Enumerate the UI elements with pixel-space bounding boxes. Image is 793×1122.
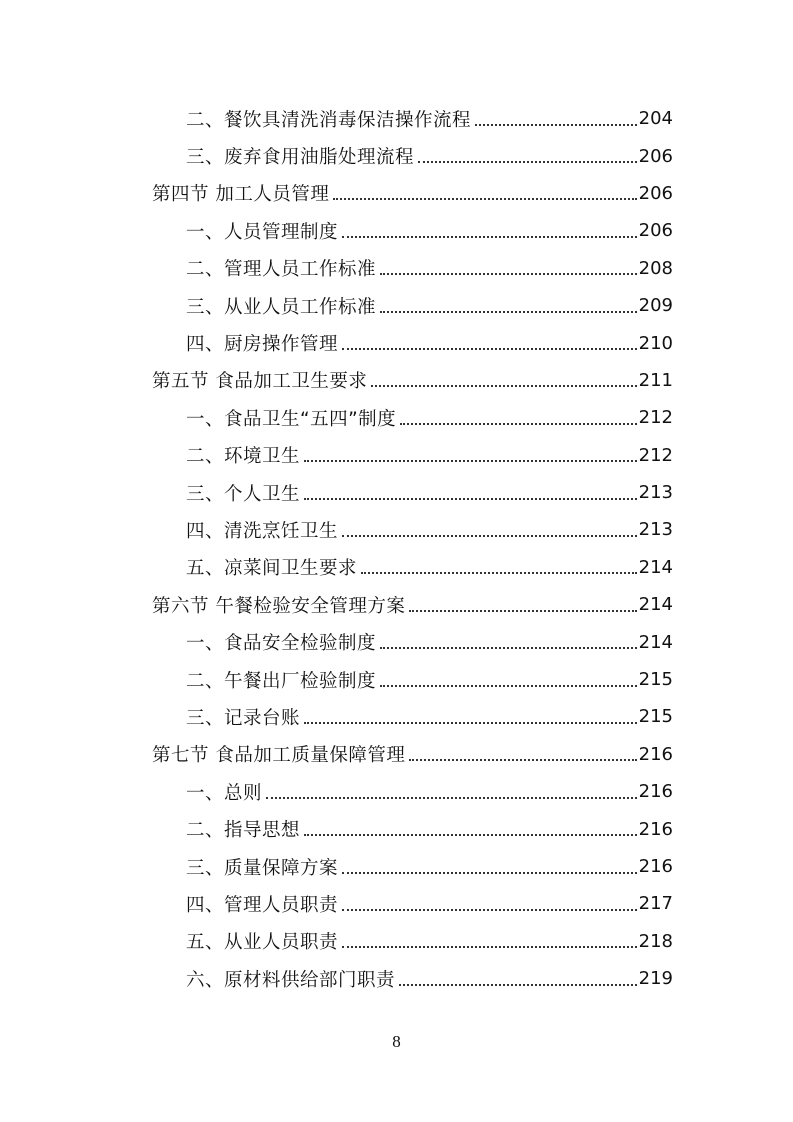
toc-page-number: 216 <box>638 743 673 765</box>
toc-dot-leader <box>380 685 637 687</box>
table-of-contents <box>0 100 793 997</box>
toc-section-entry[interactable] <box>0 736 793 773</box>
toc-page-number: 211 <box>638 369 673 391</box>
toc-dot-leader <box>371 385 636 387</box>
toc-entry-label: 一、食品卫生“五四”制度 <box>186 408 397 430</box>
toc-entry[interactable] <box>0 623 793 660</box>
toc-section-label: 第六节 午餐检验安全管理方案 <box>152 595 406 617</box>
toc-page-number: 216 <box>638 818 673 840</box>
toc-entry-label: 三、质量保障方案 <box>186 857 339 879</box>
toc-entry[interactable] <box>0 698 793 735</box>
toc-dot-leader <box>409 759 636 761</box>
toc-page-number: 215 <box>638 669 673 691</box>
toc-dot-leader <box>304 834 637 836</box>
toc-entry-label: 一、食品安全检验制度 <box>186 633 377 655</box>
toc-dot-leader <box>400 423 636 425</box>
toc-entry[interactable] <box>0 100 793 137</box>
toc-dot-leader <box>475 124 637 126</box>
toc-page-number: 209 <box>638 295 673 317</box>
toc-page-number: 216 <box>638 856 673 877</box>
toc-dot-leader <box>342 872 637 874</box>
toc-section-entry[interactable] <box>0 586 793 623</box>
toc-dot-leader <box>304 722 637 724</box>
toc-entry-label: 一、人员管理制度 <box>186 221 339 243</box>
toc-entry[interactable] <box>0 511 793 548</box>
toc-page-number: 212 <box>638 444 673 466</box>
toc-entry-label: 五、从业人员职责 <box>186 932 339 954</box>
toc-dot-leader <box>342 946 637 948</box>
toc-entry-label: 六、原材料供给部门职责 <box>186 969 396 991</box>
toc-page-number: 213 <box>638 482 673 504</box>
toc-dot-leader <box>333 198 636 200</box>
toc-page-number: 215 <box>638 706 673 728</box>
toc-dot-leader <box>304 460 637 462</box>
toc-entry[interactable] <box>0 137 793 174</box>
toc-entry-label: 二、餐饮具清洗消毒保洁操作流程 <box>186 109 472 131</box>
toc-entry[interactable] <box>0 287 793 324</box>
toc-dot-leader <box>342 236 637 238</box>
toc-entry[interactable] <box>0 810 793 847</box>
toc-entry[interactable] <box>0 773 793 810</box>
toc-page-number: 214 <box>638 556 673 578</box>
toc-entry[interactable] <box>0 437 793 474</box>
toc-entry[interactable] <box>0 960 793 997</box>
toc-section-label: 第四节 加工人员管理 <box>152 184 330 206</box>
page-number: 8 <box>392 1032 401 1051</box>
toc-entry[interactable] <box>0 250 793 287</box>
toc-dot-leader <box>380 647 637 649</box>
toc-entry[interactable] <box>0 848 793 885</box>
toc-page-number: 206 <box>638 145 673 167</box>
toc-page-number: 216 <box>638 781 673 803</box>
toc-dot-leader <box>409 610 636 612</box>
toc-dot-leader <box>361 572 637 574</box>
toc-dot-leader <box>418 161 637 163</box>
toc-entry-label: 二、午餐出厂检验制度 <box>186 670 377 692</box>
toc-page-number: 204 <box>638 108 673 130</box>
toc-dot-leader <box>342 348 637 350</box>
toc-entry-label: 四、厨房操作管理 <box>186 334 339 356</box>
toc-entry-label: 三、从业人员工作标准 <box>186 296 377 318</box>
toc-entry[interactable] <box>0 212 793 249</box>
toc-entry-label: 二、环境卫生 <box>186 446 301 468</box>
toc-page-number: 208 <box>638 257 673 279</box>
toc-entry-label: 三、记录台账 <box>186 707 301 729</box>
toc-entry-label: 三、个人卫生 <box>186 483 301 505</box>
toc-section-entry[interactable] <box>0 175 793 212</box>
toc-dot-leader <box>380 311 637 313</box>
toc-entry-label: 一、总则 <box>186 782 263 804</box>
toc-dot-leader <box>266 797 637 799</box>
toc-entry[interactable] <box>0 399 793 436</box>
toc-entry[interactable] <box>0 923 793 960</box>
toc-entry-label: 二、指导思想 <box>186 820 301 842</box>
toc-section-entry[interactable] <box>0 362 793 399</box>
toc-section-label: 第七节 食品加工质量保障管理 <box>152 745 406 767</box>
toc-entry[interactable] <box>0 324 793 361</box>
toc-entry-label: 四、清洗烹饪卫生 <box>186 520 339 542</box>
toc-entry[interactable] <box>0 661 793 698</box>
toc-page-number: 206 <box>638 182 673 204</box>
toc-page-number: 214 <box>638 594 673 616</box>
toc-dot-leader <box>380 273 637 275</box>
toc-dot-leader <box>399 984 637 986</box>
toc-page-number: 206 <box>638 220 673 242</box>
toc-entry-label: 三、废弃食用油脂处理流程 <box>186 147 415 169</box>
toc-entry[interactable] <box>0 474 793 511</box>
toc-page-number: 217 <box>638 893 673 915</box>
toc-dot-leader <box>342 909 637 911</box>
toc-dot-leader <box>342 535 637 537</box>
toc-entry-label: 二、管理人员工作标准 <box>186 259 377 281</box>
toc-page-number: 214 <box>638 631 673 653</box>
toc-page-number: 212 <box>638 407 673 429</box>
toc-entry-label: 四、管理人员职责 <box>186 894 339 916</box>
toc-entry-label: 五、凉菜间卫生要求 <box>186 558 358 580</box>
toc-section-label: 第五节 食品加工卫生要求 <box>152 371 368 393</box>
toc-entry[interactable] <box>0 885 793 922</box>
toc-entry[interactable] <box>0 549 793 586</box>
toc-page-number: 219 <box>638 968 673 990</box>
toc-page-number: 218 <box>638 930 673 952</box>
toc-dot-leader <box>304 498 637 500</box>
toc-page-number: 213 <box>638 519 673 541</box>
toc-page-number: 210 <box>638 332 673 354</box>
